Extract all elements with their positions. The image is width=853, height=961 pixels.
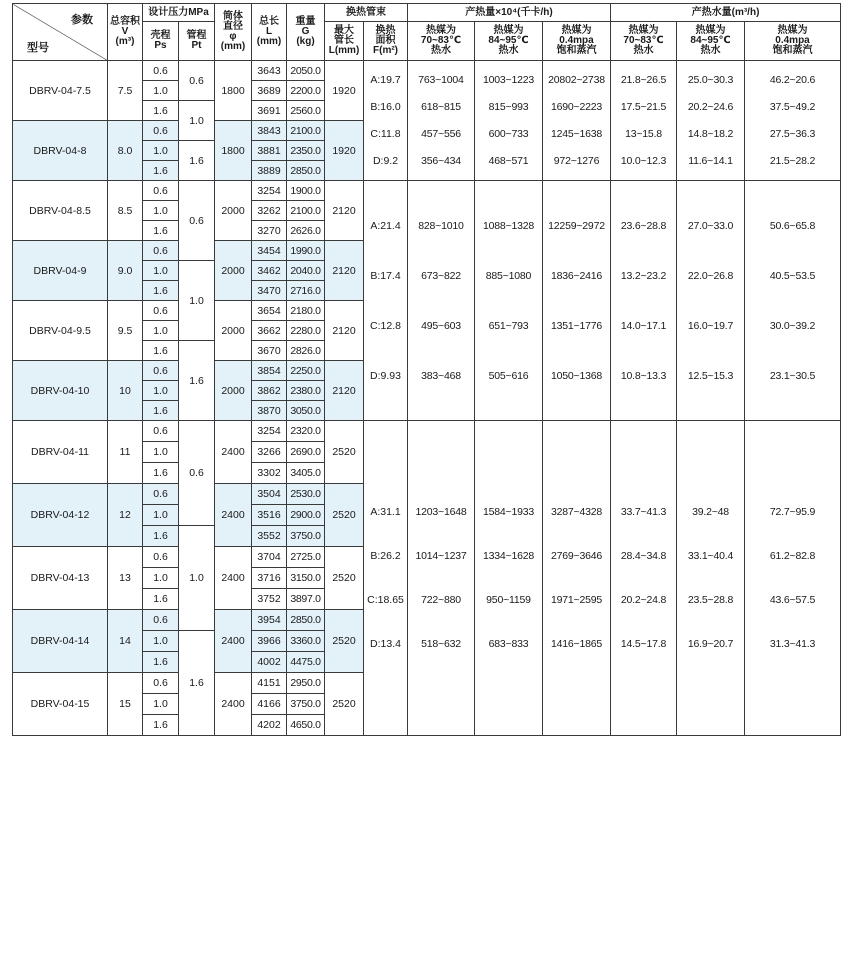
weight-cell: 2100.0 [287,121,325,141]
water-value: 27.0~33.0 [687,219,734,232]
water-col-2-cell [677,181,745,421]
max-length-cell: 2120 [325,181,364,241]
water-value: 20.2~24.8 [620,594,667,606]
heat-value: 2769~3646 [550,550,603,562]
water-value: 31.3~41.3 [769,638,816,650]
heat-value: 3287~4328 [550,506,603,518]
shell-pressure-cell: 1.6 [143,221,179,241]
shell-pressure-cell: 1.6 [143,589,179,610]
header-water-medium-3: 热媒为 0.4mpa 饱和蒸汽 [745,22,841,61]
water-value: 23.1~30.5 [769,369,816,382]
model-cell: DBRV-04-7.5 [13,61,108,121]
table-row [13,181,841,201]
volume-cell: 15 [108,673,143,736]
weight-cell: 4475.0 [287,652,325,673]
length-cell: 3454 [252,241,287,261]
max-length-cell: 2520 [325,547,364,610]
length-cell: 3670 [252,341,287,361]
model-cell: DBRV-04-14 [13,610,108,673]
heat-value: 815~993 [488,100,529,113]
length-cell: 3266 [252,442,287,463]
weight-cell: 1990.0 [287,241,325,261]
weight-cell: 2180.0 [287,301,325,321]
header-water-medium-2: 热媒为 84~95℃ 热水 [677,22,745,61]
header-heat-medium-3: 热媒为 0.4mpa 饱和蒸汽 [543,22,611,61]
water-value: 61.2~82.8 [769,550,816,562]
header-length: 总长 L (mm) [252,4,287,61]
length-cell: 4151 [252,673,287,694]
length-cell: 3462 [252,261,287,281]
area-cell [364,181,408,421]
area-value: B:16.0 [370,100,401,113]
shell-pressure-cell: 0.6 [143,241,179,261]
water-value: 10.0~12.3 [620,154,667,167]
water-value: 21.5~28.2 [769,154,816,167]
header-param-label: 参数 [71,14,93,26]
weight-cell: 2530.0 [287,484,325,505]
length-cell: 3654 [252,301,287,321]
heat-value: 356~434 [421,154,461,167]
volume-cell: 8.0 [108,121,143,181]
weight-cell: 3750.0 [287,526,325,547]
heat-value: 828~1010 [418,219,464,232]
max-length-cell: 2520 [325,673,364,736]
weight-cell: 2560.0 [287,101,325,121]
volume-cell: 12 [108,484,143,547]
header-tube-pressure: 管程 Pt [179,22,215,61]
heat-value: 468~571 [488,154,529,167]
model-cell: DBRV-04-8 [13,121,108,181]
header-area: 换热 面积 F(m²) [364,22,408,61]
shell-pressure-cell: 1.6 [143,401,179,421]
shell-pressure-cell: 0.6 [143,547,179,568]
heat-value: 1245~1638 [550,127,603,140]
weight-cell: 3750.0 [287,694,325,715]
water-value: 28.4~34.8 [620,550,667,562]
heat-value: 673~822 [421,269,461,282]
volume-cell: 9.5 [108,301,143,361]
heat-value: 383~468 [421,369,461,382]
tube-pressure-cell: 1.6 [179,141,215,181]
shell-pressure-cell: 1.6 [143,526,179,547]
length-cell: 3470 [252,281,287,301]
weight-cell: 2950.0 [287,673,325,694]
heat-value: 618~815 [421,100,461,113]
header-shell-pressure: 壳程 Ps [143,22,179,61]
header-model-label: 型号 [27,42,49,54]
shell-pressure-cell: 1.6 [143,341,179,361]
header-heat-medium-2: 热媒为 84~95℃ 热水 [475,22,543,61]
max-length-cell: 2120 [325,241,364,301]
heat-value: 683~833 [488,638,529,650]
diameter-cell: 2400 [215,673,252,736]
water-value: 13~15.8 [625,127,662,140]
heat-value: 20802~2738 [548,73,605,86]
water-value: 23.6~28.8 [620,219,667,232]
heat-value: 1334~1628 [482,550,535,562]
shell-pressure-cell: 0.6 [143,421,179,442]
max-length-cell: 2520 [325,610,364,673]
heat-value: 722~880 [421,594,461,606]
tube-pressure-cell: 0.6 [179,181,215,261]
heat-value: 950~1159 [486,594,531,606]
water-value: 11.6~14.1 [688,154,733,167]
area-value: D:9.93 [370,369,401,382]
shell-pressure-cell: 1.0 [143,381,179,401]
length-cell: 4202 [252,715,287,736]
heat-col-2-cell [475,421,543,736]
area-value: B:17.4 [370,269,401,282]
heat-value: 651~793 [488,319,529,332]
heat-value: 763~1004 [418,73,464,86]
water-value: 25.0~30.3 [687,73,734,86]
header-heat-group: 产热量×10⁴(千卡/h) [408,4,611,22]
length-cell: 3870 [252,401,287,421]
shell-pressure-cell: 0.6 [143,361,179,381]
length-cell: 3704 [252,547,287,568]
model-cell: DBRV-04-8.5 [13,181,108,241]
weight-cell: 3897.0 [287,589,325,610]
shell-pressure-cell: 1.6 [143,715,179,736]
length-cell: 3843 [252,121,287,141]
area-value: A:21.4 [370,219,401,232]
length-cell: 3516 [252,505,287,526]
shell-pressure-cell: 0.6 [143,673,179,694]
weight-cell: 2826.0 [287,341,325,361]
length-cell: 3662 [252,321,287,341]
header-heat-medium-1: 热媒为 70~83℃ 热水 [408,22,475,61]
shell-pressure-cell: 1.6 [143,161,179,181]
shell-pressure-cell: 0.6 [143,301,179,321]
length-cell: 3689 [252,81,287,101]
heat-value: 518~632 [421,638,461,650]
shell-pressure-cell: 1.0 [143,261,179,281]
heat-value: 495~603 [421,319,461,332]
water-value: 40.5~53.5 [769,269,816,282]
weight-cell: 2900.0 [287,505,325,526]
water-value: 37.5~49.2 [769,100,816,113]
tube-pressure-cell: 1.0 [179,526,215,631]
shell-pressure-cell: 1.0 [143,505,179,526]
length-cell: 3643 [252,61,287,81]
volume-cell: 9.0 [108,241,143,301]
model-cell: DBRV-04-9.5 [13,301,108,361]
water-value: 10.8~13.3 [620,369,667,382]
heat-col-3-cell [543,421,611,736]
max-length-cell: 2520 [325,484,364,547]
weight-cell: 2320.0 [287,421,325,442]
weight-cell: 2725.0 [287,547,325,568]
shell-pressure-cell: 1.0 [143,201,179,221]
water-col-1-cell [611,421,677,736]
tube-pressure-cell: 0.6 [179,61,215,101]
water-value: 22.0~26.8 [687,269,734,282]
header-bundle-group: 换热管束 [325,4,408,22]
water-value: 30.0~39.2 [769,319,816,332]
water-value: 17.5~21.5 [620,100,667,113]
weight-cell: 3360.0 [287,631,325,652]
diameter-cell: 2400 [215,547,252,610]
volume-cell: 13 [108,547,143,610]
heat-col-2-cell [475,181,543,421]
water-value: 50.6~65.8 [769,219,816,232]
heat-value: 885~1080 [485,269,532,282]
heat-value: 1836~2416 [550,269,603,282]
shell-pressure-cell: 0.6 [143,121,179,141]
spec-table [12,3,841,736]
water-value: 14.0~17.1 [620,319,667,332]
water-value: 13.2~23.2 [620,269,667,282]
water-value: 46.2~20.6 [769,73,816,86]
shell-pressure-cell: 0.6 [143,181,179,201]
shell-pressure-cell: 1.0 [143,568,179,589]
heat-value: 505~616 [488,369,529,382]
water-value: 14.8~18.2 [687,127,734,140]
area-value: C:11.8 [370,127,401,140]
volume-cell: 11 [108,421,143,484]
water-value: 21.8~26.5 [620,73,667,86]
header-pressure-group: 设计压力MPa [143,4,215,22]
length-cell: 3881 [252,141,287,161]
shell-pressure-cell: 1.0 [143,442,179,463]
volume-cell: 7.5 [108,61,143,121]
max-length-cell: 1920 [325,121,364,181]
area-value: C:18.65 [367,594,404,606]
length-cell: 3862 [252,381,287,401]
heat-value: 1584~1933 [482,506,535,518]
area-value: C:12.8 [370,319,401,332]
area-value: D:13.4 [370,638,401,650]
water-value: 12.5~15.3 [687,369,734,382]
weight-cell: 2850.0 [287,161,325,181]
shell-pressure-cell: 1.0 [143,141,179,161]
heat-value: 1203~1648 [415,506,467,518]
length-cell: 3270 [252,221,287,241]
weight-cell: 3405.0 [287,463,325,484]
diameter-cell: 2400 [215,610,252,673]
tube-pressure-cell: 0.6 [179,421,215,526]
shell-pressure-cell: 0.6 [143,610,179,631]
max-length-cell: 2120 [325,301,364,361]
area-cell [364,61,408,181]
heat-value: 1351~1776 [550,319,603,332]
weight-cell: 3050.0 [287,401,325,421]
volume-cell: 14 [108,610,143,673]
shell-pressure-cell: 0.6 [143,61,179,81]
area-value: A:31.1 [370,506,401,518]
shell-pressure-cell: 1.6 [143,463,179,484]
tube-pressure-cell: 1.6 [179,631,215,736]
tube-pressure-cell: 1.6 [179,341,215,421]
heat-value: 1014~1237 [415,550,467,562]
model-cell: DBRV-04-11 [13,421,108,484]
water-col-2-cell [677,421,745,736]
area-value: A:19.7 [370,73,401,86]
shell-pressure-cell: 1.0 [143,81,179,101]
table-row [13,421,841,442]
shell-pressure-cell: 1.6 [143,652,179,673]
shell-pressure-cell: 1.0 [143,321,179,341]
tube-pressure-cell: 1.0 [179,101,215,141]
weight-cell: 2626.0 [287,221,325,241]
water-value: 23.5~28.8 [687,594,734,606]
water-value: 72.7~95.9 [769,506,816,518]
length-cell: 3254 [252,181,287,201]
heat-value: 1971~2595 [550,594,603,606]
diameter-cell: 2400 [215,484,252,547]
length-cell: 3302 [252,463,287,484]
length-cell: 3254 [252,421,287,442]
model-cell: DBRV-04-12 [13,484,108,547]
model-cell: DBRV-04-10 [13,361,108,421]
volume-cell: 10 [108,361,143,421]
max-length-cell: 1920 [325,61,364,121]
heat-value: 1003~1223 [482,73,535,86]
length-cell: 4166 [252,694,287,715]
header-volume: 总容积 V (m³) [108,4,143,61]
length-cell: 3691 [252,101,287,121]
heat-col-1-cell [408,181,475,421]
weight-cell: 4650.0 [287,715,325,736]
water-value: 20.2~24.6 [687,100,734,113]
water-col-3-cell [745,61,841,181]
max-length-cell: 2120 [325,361,364,421]
heat-col-3-cell [543,181,611,421]
area-value: D:9.2 [372,154,399,167]
water-col-1-cell [611,61,677,181]
water-col-3-cell [745,181,841,421]
length-cell: 3552 [252,526,287,547]
weight-cell: 2380.0 [287,381,325,401]
shell-pressure-cell: 1.6 [143,281,179,301]
water-value: 39.2~48 [692,506,729,518]
water-value: 16.9~20.7 [687,638,734,650]
area-value: B:26.2 [370,550,401,562]
weight-cell: 2716.0 [287,281,325,301]
model-cell: DBRV-04-9 [13,241,108,301]
header-water-medium-1: 热媒为 70~83℃ 热水 [611,22,677,61]
heat-col-1-cell [408,421,475,736]
volume-cell: 8.5 [108,181,143,241]
length-cell: 3854 [252,361,287,381]
table-body [13,61,841,736]
header-diagonal-cell [13,4,108,61]
shell-pressure-cell: 0.6 [143,484,179,505]
diameter-cell: 2000 [215,361,252,421]
diameter-cell: 2000 [215,301,252,361]
length-cell: 3889 [252,161,287,181]
header-weight: 重量 G (kg) [287,4,325,61]
length-cell: 3716 [252,568,287,589]
model-cell: DBRV-04-15 [13,673,108,736]
header-max-length: 最大 管长 L(mm) [325,22,364,61]
length-cell: 3262 [252,201,287,221]
water-col-3-cell [745,421,841,736]
heat-value: 457~556 [421,127,461,140]
weight-cell: 2200.0 [287,81,325,101]
diameter-cell: 1800 [215,61,252,121]
tube-pressure-cell: 1.0 [179,261,215,341]
header-diameter: 筒体 直径 φ (mm) [215,4,252,61]
weight-cell: 3150.0 [287,568,325,589]
shell-pressure-cell: 1.6 [143,101,179,121]
heat-col-3-cell [543,61,611,181]
water-value: 27.5~36.3 [769,127,816,140]
length-cell: 3504 [252,484,287,505]
shell-pressure-cell: 1.0 [143,694,179,715]
water-value: 33.7~41.3 [620,506,667,518]
heat-value: 1088~1328 [482,219,535,232]
water-col-2-cell [677,61,745,181]
heat-value: 600~733 [488,127,529,140]
heat-value: 1050~1368 [550,369,603,382]
weight-cell: 1900.0 [287,181,325,201]
diameter-cell: 2000 [215,181,252,241]
heat-col-1-cell [408,61,475,181]
weight-cell: 2350.0 [287,141,325,161]
weight-cell: 2850.0 [287,610,325,631]
weight-cell: 2280.0 [287,321,325,341]
water-col-1-cell [611,181,677,421]
weight-cell: 2040.0 [287,261,325,281]
length-cell: 3954 [252,610,287,631]
header-water-group: 产热水量(m³/h) [611,4,841,22]
max-length-cell: 2520 [325,421,364,484]
weight-cell: 2250.0 [287,361,325,381]
water-value: 33.1~40.4 [687,550,734,562]
heat-value: 972~1276 [553,154,600,167]
heat-value: 1416~1865 [550,638,603,650]
shell-pressure-cell: 1.0 [143,631,179,652]
weight-cell: 2690.0 [287,442,325,463]
table-row [13,61,841,81]
area-cell [364,421,408,736]
water-value: 43.6~57.5 [769,594,816,606]
diameter-cell: 1800 [215,121,252,181]
heat-col-2-cell [475,61,543,181]
weight-cell: 2050.0 [287,61,325,81]
diameter-cell: 2000 [215,241,252,301]
water-value: 14.5~17.8 [620,638,667,650]
length-cell: 4002 [252,652,287,673]
heat-value: 1690~2223 [550,100,603,113]
model-cell: DBRV-04-13 [13,547,108,610]
diameter-cell: 2400 [215,421,252,484]
water-value: 16.0~19.7 [687,319,734,332]
weight-cell: 2100.0 [287,201,325,221]
heat-value: 12259~2972 [548,219,605,232]
length-cell: 3966 [252,631,287,652]
length-cell: 3752 [252,589,287,610]
